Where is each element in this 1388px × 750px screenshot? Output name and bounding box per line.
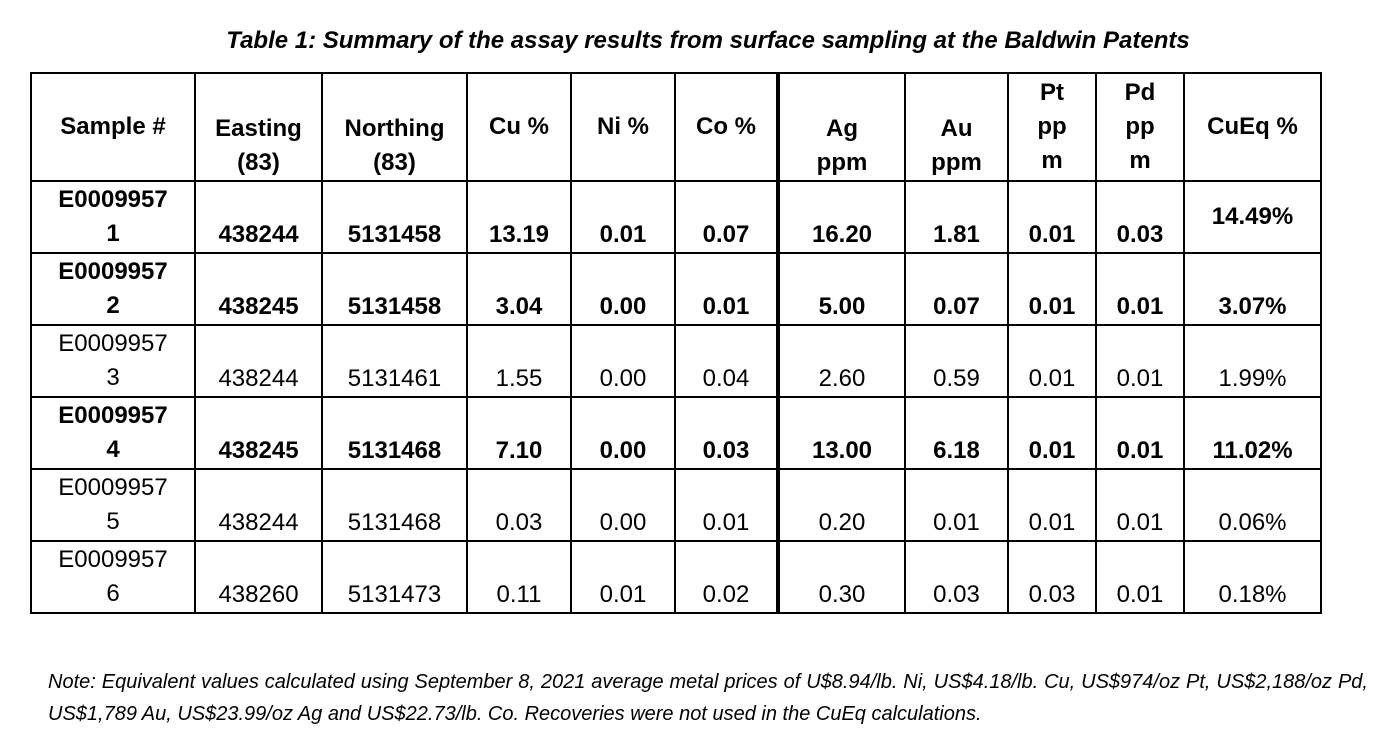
cell-cueq: 14.49%: [1184, 181, 1321, 253]
cell-pt: 0.01: [1008, 469, 1096, 541]
cell-sample: E0009957 2: [31, 253, 195, 325]
cell-au: 0.07: [905, 253, 1008, 325]
header-sample: Sample #: [31, 73, 195, 181]
cell-northing: 5131461: [322, 325, 467, 397]
cell-pd: 0.03: [1096, 181, 1184, 253]
cell-easting: 438244: [195, 181, 322, 253]
cell-cueq: 3.07%: [1184, 253, 1321, 325]
cell-co: 0.04: [675, 325, 778, 397]
cell-au: 0.59: [905, 325, 1008, 397]
cell-cueq: 0.06%: [1184, 469, 1321, 541]
cell-ni: 0.00: [571, 253, 675, 325]
header-row: [31, 73, 1321, 181]
cell-pd: 0.01: [1096, 325, 1184, 397]
table-row: [31, 181, 1321, 253]
cell-ag: 16.20: [778, 181, 905, 253]
cell-ag: 0.20: [778, 469, 905, 541]
cell-au: 1.81: [905, 181, 1008, 253]
cell-co: 0.07: [675, 181, 778, 253]
cell-easting: 438244: [195, 469, 322, 541]
cell-ni: 0.01: [571, 181, 675, 253]
header-easting: Easting (83): [195, 73, 322, 181]
cell-ni: 0.00: [571, 325, 675, 397]
cell-pd: 0.01: [1096, 469, 1184, 541]
cell-easting: 438260: [195, 541, 322, 613]
cell-pd: 0.01: [1096, 253, 1184, 325]
cell-easting: 438245: [195, 253, 322, 325]
cell-cueq: 0.18%: [1184, 541, 1321, 613]
table-row: [31, 397, 1321, 469]
header-au: Au ppm: [905, 73, 1008, 181]
cell-co: 0.01: [675, 469, 778, 541]
cell-au: 0.01: [905, 469, 1008, 541]
cell-co: 0.02: [675, 541, 778, 613]
cell-cu: 0.03: [467, 469, 571, 541]
cell-cu: 7.10: [467, 397, 571, 469]
cell-cueq: 1.99%: [1184, 325, 1321, 397]
assay-results-table: [30, 72, 1322, 614]
cell-pd: 0.01: [1096, 541, 1184, 613]
cell-sample: E0009957 4: [31, 397, 195, 469]
header-cueq: CuEq %: [1184, 73, 1321, 181]
cell-ag: 2.60: [778, 325, 905, 397]
cell-ag: 0.30: [778, 541, 905, 613]
cell-sample: E0009957 3: [31, 325, 195, 397]
cell-pt: 0.03: [1008, 541, 1096, 613]
table-row: [31, 541, 1321, 613]
cell-au: 0.03: [905, 541, 1008, 613]
header-northing: Northing (83): [322, 73, 467, 181]
cell-northing: 5131458: [322, 181, 467, 253]
cell-northing: 5131468: [322, 397, 467, 469]
table-row: [31, 325, 1321, 397]
footnote: Note: Equivalent values calculated using September 8, 2021 average metal prices of U$8.94/lb. Ni, US$4.18/lb. Cu, US$974/oz Pt, US$2,188/oz Pd, US$1,789 Au, US$23.99/oz Ag and US$22.73/lb. Co. Recoveries were not used in the CuEq calculations.: [48, 671, 1368, 725]
cell-co: 0.01: [675, 253, 778, 325]
cell-cu: 0.11: [467, 541, 571, 613]
cell-ag: 5.00: [778, 253, 905, 325]
cell-cueq: 11.02%: [1184, 397, 1321, 469]
table-row: [31, 253, 1321, 325]
cell-co: 0.03: [675, 397, 778, 469]
header-cu: Cu %: [467, 73, 571, 181]
cell-cu: 1.55: [467, 325, 571, 397]
cell-sample: E0009957 1: [31, 181, 195, 253]
cell-pt: 0.01: [1008, 325, 1096, 397]
cell-ni: 0.00: [571, 397, 675, 469]
header-ni: Ni %: [571, 73, 675, 181]
cell-pt: 0.01: [1008, 181, 1096, 253]
header-pt: Pt pp m: [1008, 73, 1096, 181]
cell-au: 6.18: [905, 397, 1008, 469]
header-co: Co %: [675, 73, 778, 181]
cell-northing: 5131468: [322, 469, 467, 541]
cell-cu: 13.19: [467, 181, 571, 253]
cell-ag: 13.00: [778, 397, 905, 469]
cell-easting: 438245: [195, 397, 322, 469]
header-ag: Ag ppm: [778, 73, 905, 181]
cell-ni: 0.01: [571, 541, 675, 613]
cell-pt: 0.01: [1008, 253, 1096, 325]
table-row: [31, 469, 1321, 541]
header-pd: Pd pp m: [1096, 73, 1184, 181]
table-title: Table 1: Summary of the assay results from surface sampling at the Baldwin Patents: [226, 27, 1190, 54]
cell-sample: E0009957 5: [31, 469, 195, 541]
cell-pd: 0.01: [1096, 397, 1184, 469]
cell-northing: 5131458: [322, 253, 467, 325]
cell-pt: 0.01: [1008, 397, 1096, 469]
cell-easting: 438244: [195, 325, 322, 397]
cell-northing: 5131473: [322, 541, 467, 613]
cell-ni: 0.00: [571, 469, 675, 541]
cell-sample: E0009957 6: [31, 541, 195, 613]
cell-cu: 3.04: [467, 253, 571, 325]
